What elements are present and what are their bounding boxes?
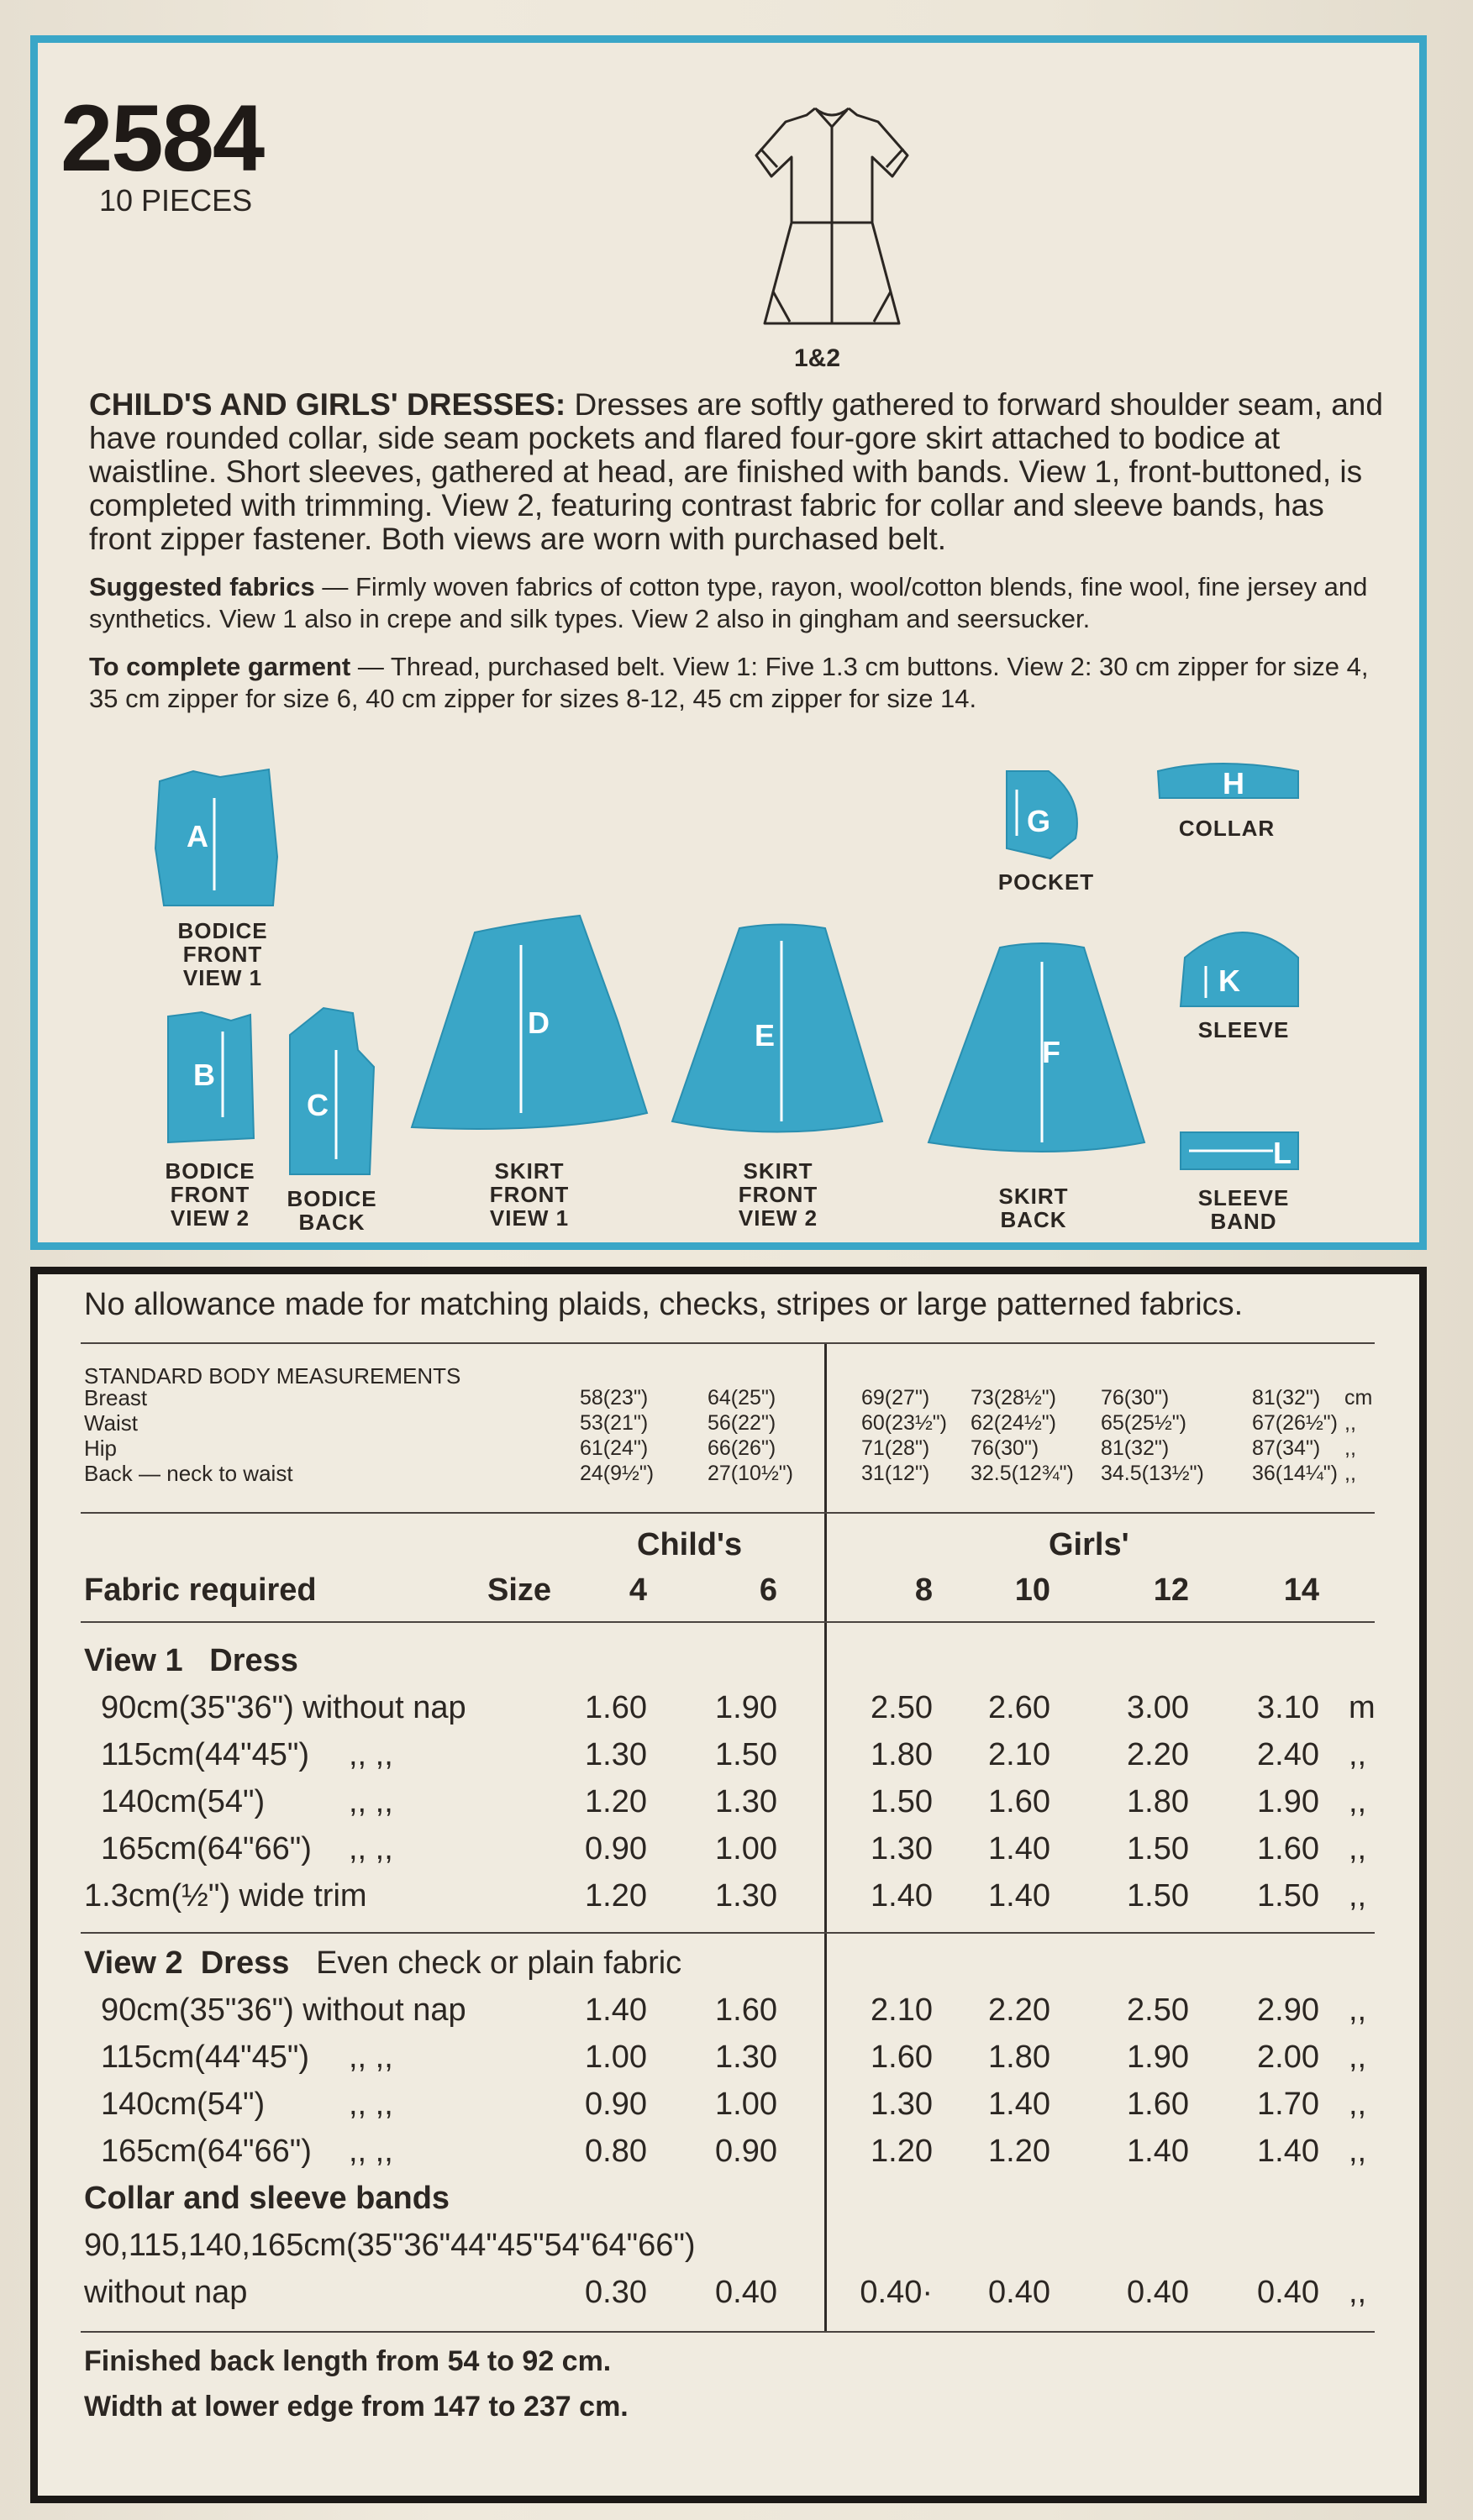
divider — [81, 1512, 1375, 1514]
measurement-label: Back — neck to waist — [84, 1461, 293, 1486]
yardage-value: 1.30 — [585, 1737, 647, 1772]
measurement-value: 58(23") — [580, 1386, 649, 1410]
measurement-unit: cm — [1344, 1386, 1373, 1410]
notions-text: — Thread, purchased belt. View 1: Five 1.3 cm buttons. View 2: 30 cm zipper for size 4, 35 cm zipper for size 6, 40 cm zipper for sizes 8-12, 45 cm zipper for size 14. — [89, 652, 1369, 713]
measurement-label: Breast — [84, 1385, 148, 1410]
yardage-value: 3.00 — [1127, 1690, 1189, 1725]
yardage-value: 1.30 — [871, 1831, 933, 1866]
yardage-value: 1.60 — [871, 2040, 933, 2075]
piece-l-label: SLEEVE BAND — [1197, 1185, 1290, 1234]
unit-label: ,, — [1349, 1878, 1367, 1914]
measurement-value: 65(25½") — [1101, 1411, 1186, 1435]
piece-c-label: BODICE BACK — [287, 1186, 377, 1235]
yardage-value: 0.90 — [585, 1831, 647, 1866]
size-column-label: 14 — [1283, 1572, 1319, 1608]
unit-label: ,, — [1349, 1992, 1367, 2028]
yardage-value: 1.30 — [715, 1784, 777, 1819]
measurement-value: 66(26") — [708, 1436, 776, 1460]
yardage-value: 2.50 — [871, 1690, 933, 1725]
width-lower-edge: Width at lower edge from 147 to 237 cm. — [84, 2391, 629, 2423]
fabric-width-label: 140cm(54") — [101, 2087, 266, 2122]
measurement-value: 76(30") — [971, 1436, 1039, 1460]
yardage-value: 1.40 — [988, 2087, 1050, 2122]
piece-h-label: COLLAR — [1178, 816, 1276, 841]
yardage-value: 2.90 — [1257, 1992, 1319, 2028]
yardage-value: 1.40 — [988, 1878, 1050, 1914]
notions-heading: To complete garment — [89, 652, 351, 681]
yardage-value: 1.60 — [988, 1784, 1050, 1819]
divider — [81, 1621, 1375, 1623]
divider — [81, 1932, 1375, 1934]
yardage-value: 1.60 — [1127, 2087, 1189, 2122]
yardage-value: 2.60 — [988, 1690, 1050, 1725]
fabric-required-heading: Fabric required — [84, 1572, 317, 1608]
fabric-width-label: 115cm(44"45") — [101, 2040, 310, 2075]
piece-e-label: SKIRT FRONT VIEW 2 — [738, 1158, 818, 1231]
measurement-value: 34.5(13½") — [1101, 1462, 1204, 1485]
pattern-number: 2584 — [60, 86, 264, 191]
size-column-label: 4 — [629, 1572, 647, 1608]
measurement-value: 87(34") — [1252, 1436, 1321, 1460]
view2-label: View 2 Dress Even check or plain fabric — [84, 1945, 682, 1981]
yardage-value: 2.40 — [1257, 1737, 1319, 1772]
size-column-label: 8 — [914, 1572, 933, 1608]
svg-text:F: F — [1042, 1035, 1060, 1069]
unit-label: ,, — [1349, 1831, 1367, 1866]
svg-text:K: K — [1218, 963, 1240, 998]
fabric-width-label: 165cm(64"66") — [101, 2134, 312, 2169]
view1-label: View 1 Dress — [84, 1643, 298, 1678]
contrast-heading: Collar and sleeve bands — [84, 2181, 450, 2216]
yardage-value: 1.40 — [871, 1878, 933, 1914]
yardage-value: 0.40· — [860, 2275, 933, 2310]
yardage-value: 1.40 — [1127, 2134, 1189, 2169]
svg-text:D: D — [528, 1005, 550, 1040]
yardage-value: 1.40 — [988, 1831, 1050, 1866]
measurement-unit: ,, — [1344, 1411, 1356, 1435]
yardage-value: 0.80 — [585, 2134, 647, 2169]
measurement-value: 24(9½") — [580, 1462, 655, 1485]
unit-label: ,, — [1349, 1737, 1367, 1772]
measurement-value: 31(12") — [861, 1462, 930, 1485]
size-column-label: 6 — [759, 1572, 777, 1608]
yardage-value: 1.20 — [585, 1878, 647, 1914]
description-heading: CHILD'S AND GIRLS' DRESSES: — [89, 387, 566, 422]
measurement-value: 67(26½") — [1252, 1411, 1338, 1435]
ditto-mark: ,, ,, — [349, 2087, 393, 2122]
measurement-value: 81(32") — [1101, 1436, 1170, 1460]
yardage-value: 1.50 — [871, 1784, 933, 1819]
fabric-width-label: 90cm(35"36") without nap — [101, 1992, 466, 2028]
measurements-heading: STANDARD BODY MEASUREMENTS — [84, 1363, 461, 1389]
measurement-value: 64(25") — [708, 1386, 776, 1410]
measurement-value: 27(10½") — [708, 1462, 793, 1485]
measurement-value: 53(21") — [580, 1411, 649, 1435]
yardage-value: 1.50 — [1257, 1878, 1319, 1914]
fabric-width-label: 1.3cm(½") wide trim — [84, 1878, 367, 1914]
yardage-value: 2.00 — [1257, 2040, 1319, 2075]
yardage-value: 1.00 — [715, 1831, 777, 1866]
unit-label: ,, — [1349, 2040, 1367, 2075]
measurement-label: Waist — [84, 1410, 139, 1436]
yardage-value: 1.50 — [715, 1737, 777, 1772]
divider — [81, 1342, 1375, 1344]
measurement-value: 73(28½") — [971, 1386, 1056, 1410]
piece-f-shape — [929, 943, 1144, 1152]
size-column-label: 10 — [1014, 1572, 1050, 1608]
yardage-value: 1.20 — [585, 1784, 647, 1819]
allowance-note: No allowance made for matching plaids, checks, stripes or large patterned fabrics. — [84, 1287, 1244, 1322]
yardage-value: 1.60 — [1257, 1831, 1319, 1866]
contrast-widths: 90,115,140,165cm(35"36"44"45"54"64"66") — [84, 2228, 696, 2263]
yardage-value: 2.50 — [1127, 1992, 1189, 2028]
unit-label: ,, — [1349, 2134, 1367, 2169]
yardage-value: 1.00 — [715, 2087, 777, 2122]
description-text: Dresses are softly gathered to forward shoulder seam, and have rounded collar, side seam pockets and flared four-gore skirt attached to bodice at waistline. Short sleeves, gathered at head, are finished with bands. View 1, front-buttoned, is completed with trimming. View 2, featuring contrast fabric for collar and sleeve bands, has front zipper fastener. Both views are worn with purchased belt. — [89, 387, 1383, 556]
yardage-value: 1.80 — [871, 1737, 933, 1772]
ditto-mark: ,, ,, — [349, 2134, 393, 2169]
fabric-width-label: 90cm(35"36") without nap — [101, 1690, 466, 1725]
yardage-value: 1.30 — [715, 2040, 777, 2075]
yardage-value: 1.90 — [1127, 2040, 1189, 2075]
svg-text:B: B — [193, 1058, 215, 1092]
finished-back-length: Finished back length from 54 to 92 cm. — [84, 2345, 612, 2377]
measurement-value: 81(32") — [1252, 1386, 1321, 1410]
measurement-value: 71(28") — [861, 1436, 930, 1460]
yardage-value: 1.50 — [1127, 1878, 1189, 1914]
piece-b-label: BODICE FRONT VIEW 2 — [165, 1158, 255, 1231]
yardage-value: 2.20 — [1127, 1737, 1189, 1772]
pieces-count: 10 PIECES — [99, 183, 253, 218]
svg-text:H: H — [1223, 766, 1244, 801]
piece-k-label: SLEEVE — [1197, 1017, 1290, 1042]
measurement-value: 56(22") — [708, 1411, 776, 1435]
svg-text:C: C — [307, 1088, 329, 1122]
yardage-value: 1.80 — [988, 2040, 1050, 2075]
unit-label: ,, — [1349, 2087, 1367, 2122]
divider — [81, 2331, 1375, 2333]
unit-label: m — [1349, 1690, 1376, 1725]
yardage-value: 1.40 — [1257, 2134, 1319, 2169]
yardage-value: 1.40 — [585, 1992, 647, 2028]
yardage-value: 3.10 — [1257, 1690, 1319, 1725]
yardage-value: 2.20 — [988, 1992, 1050, 2028]
piece-c-shape — [290, 1008, 374, 1174]
yardage-value: 0.30 — [585, 2275, 647, 2310]
yardage-value: 1.60 — [585, 1690, 647, 1725]
svg-text:A: A — [187, 819, 208, 853]
unit-label: ,, — [1349, 2275, 1367, 2310]
yardage-value: 1.90 — [1257, 1784, 1319, 1819]
yardage-value: 0.40 — [1257, 2275, 1319, 2310]
piece-e-shape — [672, 925, 882, 1132]
measurement-value: 36(14¼") — [1252, 1462, 1338, 1485]
ditto-mark: ,, ,, — [349, 1737, 393, 1772]
piece-d-label: SKIRT FRONT VIEW 1 — [489, 1158, 570, 1231]
group-childs: Child's — [637, 1527, 743, 1562]
ditto-mark: ,, ,, — [349, 2040, 393, 2075]
yardage-value: 1.30 — [715, 1878, 777, 1914]
yardage-value: 0.90 — [715, 2134, 777, 2169]
size-heading: Size — [487, 1572, 552, 1608]
fabric-width-label: 140cm(54") — [101, 1784, 266, 1819]
size-column-label: 12 — [1153, 1572, 1189, 1608]
piece-f-label: SKIRT BACK — [998, 1184, 1069, 1232]
yardage-value: 1.60 — [715, 1992, 777, 2028]
group-girls: Girls' — [1049, 1527, 1129, 1562]
measurement-value: 61(24") — [580, 1436, 649, 1460]
fabric-width-label: without nap — [84, 2275, 248, 2310]
measurement-value: 32.5(12¾") — [971, 1462, 1074, 1485]
svg-text:G: G — [1027, 804, 1051, 838]
fabrics-heading: Suggested fabrics — [89, 572, 315, 601]
yardage-value: 1.00 — [585, 2040, 647, 2075]
unit-label: ,, — [1349, 1784, 1367, 1819]
yardage-value: 2.10 — [988, 1737, 1050, 1772]
yardage-value: 0.40 — [1127, 2275, 1189, 2310]
piece-g-label: POCKET — [997, 869, 1095, 895]
yardage-value: 1.30 — [871, 2087, 933, 2122]
yardage-value: 0.40 — [988, 2275, 1050, 2310]
piece-a-label: BODICE FRONT VIEW 1 — [177, 918, 268, 990]
yardage-value: 2.10 — [871, 1992, 933, 2028]
yardage-value: 1.80 — [1127, 1784, 1189, 1819]
fabrics-text: — Firmly woven fabrics of cotton type, rayon, wool/cotton blends, fine wool, fine jersey and synthetics. View 1 also in crepe and silk types. View 2 also in gingham and seersucker. — [89, 572, 1368, 633]
view-caption: 1&2 — [794, 344, 841, 372]
ditto-mark: ,, ,, — [349, 1831, 393, 1866]
yardage-value: 1.20 — [988, 2134, 1050, 2169]
yardage-value: 0.90 — [585, 2087, 647, 2122]
measurement-unit: ,, — [1344, 1462, 1356, 1485]
svg-text:E: E — [755, 1018, 776, 1053]
measurement-value: 62(24½") — [971, 1411, 1056, 1435]
measurement-value: 60(23½") — [861, 1411, 947, 1435]
yardage-value: 1.20 — [871, 2134, 933, 2169]
fabric-width-label: 115cm(44"45") — [101, 1737, 310, 1772]
yardage-value: 1.50 — [1127, 1831, 1189, 1866]
size-group-divider — [824, 1344, 827, 2331]
yardage-value: 1.70 — [1257, 2087, 1319, 2122]
svg-text:L: L — [1273, 1136, 1292, 1170]
measurement-value: 76(30") — [1101, 1386, 1170, 1410]
measurement-label: Hip — [84, 1436, 118, 1461]
yardage-value: 1.90 — [715, 1690, 777, 1725]
yardage-value: 0.40 — [715, 2275, 777, 2310]
piece-a-shape — [155, 769, 277, 906]
measurement-value: 69(27") — [861, 1386, 930, 1410]
measurement-unit: ,, — [1344, 1436, 1356, 1460]
ditto-mark: ,, ,, — [349, 1784, 393, 1819]
fabric-width-label: 165cm(64"66") — [101, 1831, 312, 1866]
